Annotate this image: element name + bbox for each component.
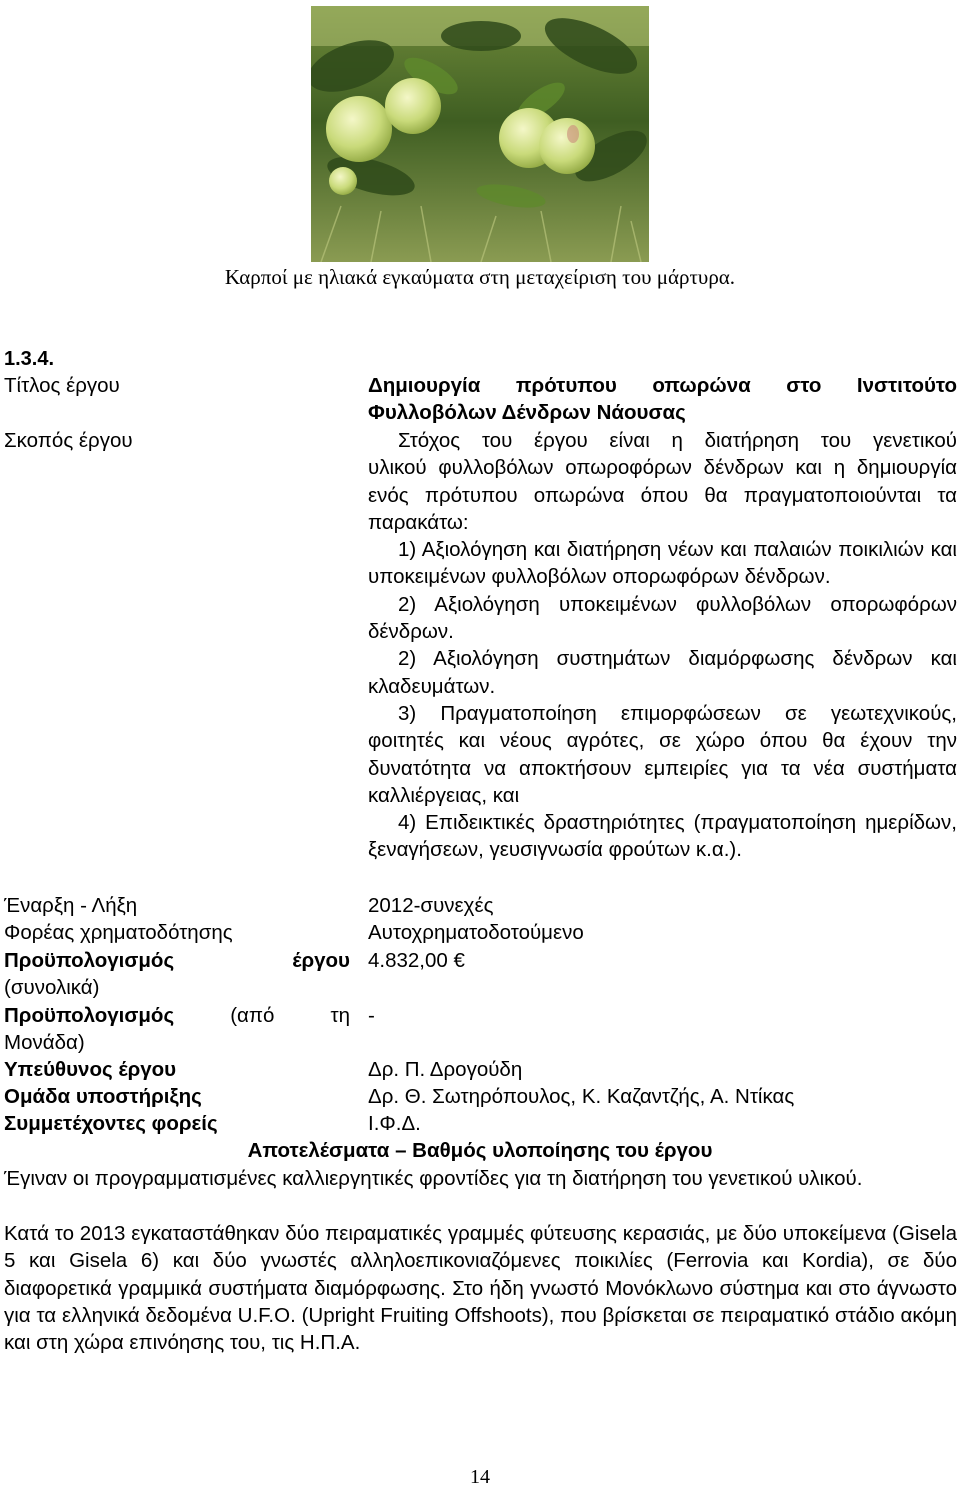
budget-total-label-line2: (συνολικά) [4, 976, 100, 1000]
responsible-label: Υπεύθυνος έργου [4, 1058, 177, 1081]
purpose-intro-line1: Στόχος του έργου είναι η διατήρηση του γενετικού [398, 429, 957, 452]
start-end-label: Έναρξη - Λήξη [4, 894, 138, 917]
budget-unit-label-word3: τη [330, 1004, 350, 1027]
figure-caption: Καρποί με ηλιακά εγκαύματα στη μεταχείριση του μάρτυρα. [224, 265, 736, 289]
section-number: 1.3.4. [4, 348, 55, 370]
project-purpose [368, 427, 957, 864]
project-title [368, 372, 957, 427]
purpose-item-2b: 2) Αξιολόγηση συστημάτων διαμόρφωσης δένδρων και κλαδευμάτων. [368, 647, 957, 698]
funding-label: Φορέας χρηματοδότησης [4, 921, 233, 944]
support-label: Ομάδα υποστήριξης [4, 1085, 202, 1108]
budget-total-value: 4.832,00 € [368, 949, 465, 972]
budget-total-label [4, 947, 350, 1002]
start-end-value: 2012-συνεχές [368, 894, 494, 917]
purpose-item-4: 4) Επιδεικτικές δραστηριότητες (πραγματοποίηση ημερίδων, ξεναγήσεων, γευσιγνωσία φρούτων κ.α.). [368, 811, 957, 862]
support-value: Δρ. Θ. Σωτηρόπουλος, Κ. Καζαντζής, Α. Ντίκας [368, 1085, 795, 1108]
partners-label: Συμμετέχοντες φορείς [4, 1112, 218, 1135]
purpose-item-2a: 2) Αξιολόγηση υποκειμένων φυλλοβόλων οπορωφόρων δένδρων. [368, 592, 957, 644]
partners-value: Ι.Φ.Δ. [368, 1112, 421, 1135]
project-title-line1: Δημιουργία πρότυπου οπωρώνα στο Ινστιτούτο [368, 374, 957, 397]
purpose-intro-rest: υλικού φυλλοβόλων οπωροφόρων δένδρων και η δημιουργία ενός πρότυπου οπωρώνα όπου θα πραγματοποιούνται τα παρακάτω: [368, 456, 957, 534]
purpose-item-3: 3) Πραγματοποίηση επιμορφώσεων σε γεωτεχνικούς, φοιτητές και νέους αγρότες, σε χώρο όπου θα έχουν την δυνατότητα να αποκτήσουν εμπειρίες για τα νέα συστήματα καλλιέργειας, και [368, 701, 957, 807]
budget-unit-label-line2: Μονάδα) [4, 1031, 85, 1055]
apple-orchard-photo [311, 6, 649, 262]
purpose-label: Σκοπός έργου [4, 429, 133, 452]
title-label: Τίτλος έργου [4, 374, 120, 397]
budget-unit-label-word1: Προϋπολογισμός [4, 1004, 175, 1027]
results-paragraph-2: Κατά το 2013 εγκαταστάθηκαν δύο πειραματικές γραμμές φύτευσης κερασιάς, με δύο υποκείμενα (Gisela 5 και Gisela 6) και δύο γνωστές αλληλοεπικονιαζόμενες ποικιλίες (Ferrovia και Kordia), σε δύο διαφορετικά γραμμικά συστήματα διαμόρφωσης. Στο ήδη γνωστό Μονόκλωνο σύστημα και στο άγνωστο για τα ελληνικά δεδομένα U.F.O. (Upright Fruiting Offshoots), που βρίσκεται σε πειραματικό στάδιο ακόμη και στη χώρα επινόησης του, τις Η.Π.Α. [4, 1222, 957, 1355]
responsible-value: Δρ. Π. Δρογούδη [368, 1058, 523, 1081]
project-title-line2: Φυλλοβόλων Δένδρων Νάουσας [368, 401, 686, 425]
results-heading: Αποτελέσματα – Βαθμός υλοποίησης του έργου [247, 1139, 713, 1162]
budget-total-label-word1: Προϋπολογισμός [4, 949, 175, 972]
results-paragraph-1: Έγιναν οι προγραμματισμένες καλλιεργητικές φροντίδες για τη διατήρηση του γενετικού υλικού. [4, 1167, 863, 1190]
budget-total-label-word2: έργου [292, 949, 350, 972]
page-number: 14 [470, 1466, 490, 1488]
purpose-item-1: 1) Αξιολόγηση και διατήρηση νέων και παλαιών ποικιλιών και υποκειμένων φυλλοβόλων οπορωφόρων δένδρων. [368, 538, 957, 589]
funding-value: Αυτοχρηματοδοτούμενο [368, 921, 584, 944]
budget-unit-label [4, 1002, 350, 1057]
budget-unit-label-word2: (από [230, 1004, 275, 1027]
budget-unit-value: - [368, 1004, 375, 1027]
